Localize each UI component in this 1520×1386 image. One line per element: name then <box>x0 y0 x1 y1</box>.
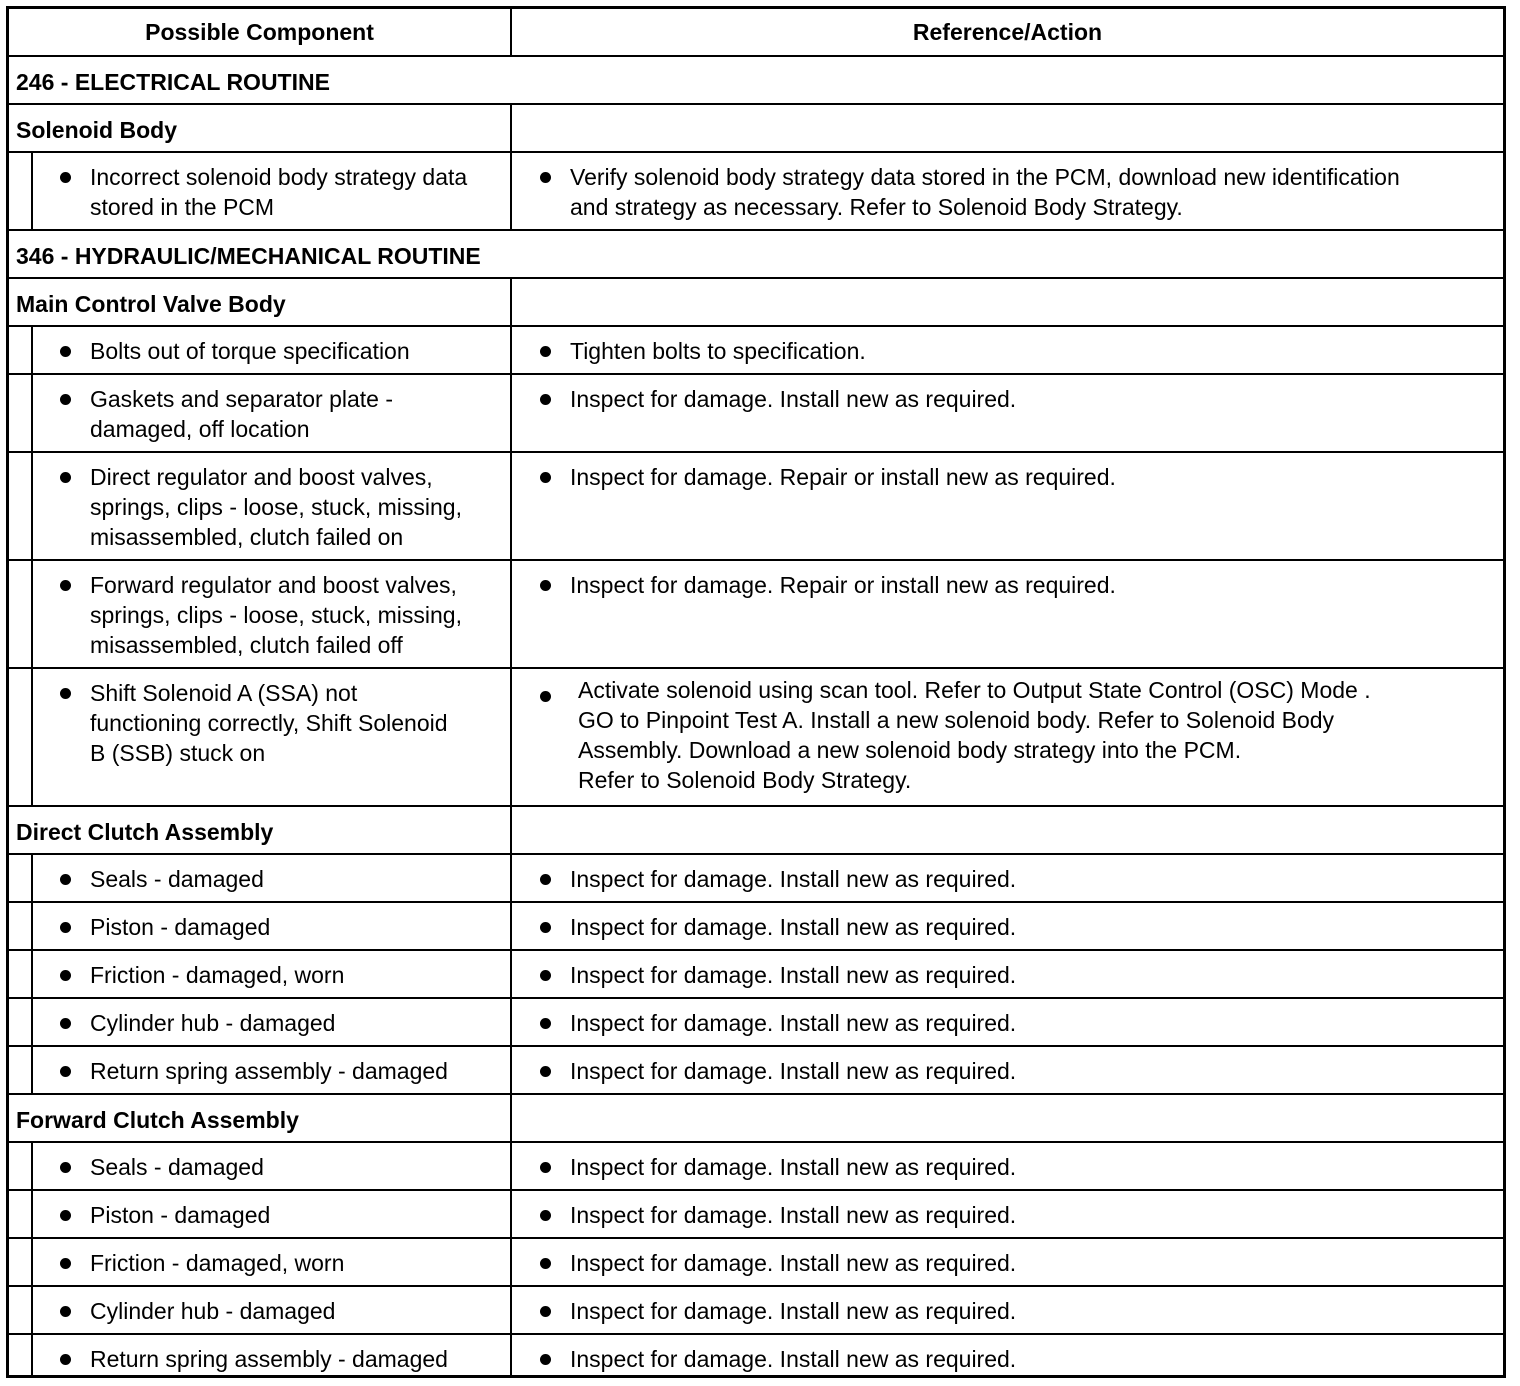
bullet-icon <box>540 1066 551 1077</box>
column-divider <box>510 999 512 1045</box>
indent-divider <box>31 561 33 667</box>
component-text: Friction - damaged, worn <box>90 962 345 988</box>
bullet-icon <box>60 688 71 699</box>
indent-divider <box>31 1335 33 1375</box>
table-header-row <box>9 9 1503 55</box>
action-text: Inspect for damage. Repair or install new as required. <box>570 464 1116 490</box>
diagnostic-table <box>6 6 1506 1378</box>
bullet-icon <box>60 1210 71 1221</box>
component-text: Bolts out of torque specification <box>90 338 410 364</box>
routine-title: 246 - ELECTRICAL ROUTINE <box>16 69 330 95</box>
indent-divider <box>31 327 33 373</box>
action-text: Inspect for damage. Install new as required. <box>570 386 1017 412</box>
bullet-icon <box>60 1066 71 1077</box>
action-text: Inspect for damage. Install new as required. <box>570 1250 1017 1276</box>
indent-divider <box>31 1239 33 1285</box>
column-divider <box>510 1287 512 1333</box>
component-text: Gaskets and separator plate - damaged, off location <box>90 386 393 442</box>
table-row <box>9 325 1503 373</box>
table-row <box>9 949 1503 997</box>
routine-row <box>9 55 1503 103</box>
bullet-icon <box>60 472 71 483</box>
group-title: Main Control Valve Body <box>16 291 286 317</box>
indent-divider <box>31 1287 33 1333</box>
bullet-icon <box>540 691 551 702</box>
bullet-icon <box>540 1306 551 1317</box>
table-row <box>9 1189 1503 1237</box>
bullet-icon <box>540 472 551 483</box>
table-row <box>9 901 1503 949</box>
bullet-icon <box>540 1162 551 1173</box>
indent-divider <box>31 903 33 949</box>
component-text: Direct regulator and boost valves, springs, clips - loose, stuck, missing, misassembled, clutch failed on <box>90 464 462 550</box>
column-divider <box>510 855 512 901</box>
bullet-icon <box>540 346 551 357</box>
table-row <box>9 559 1503 667</box>
column-divider <box>510 903 512 949</box>
action-text: Inspect for damage. Install new as required. <box>570 1010 1017 1036</box>
column-divider <box>510 951 512 997</box>
component-text: Friction - damaged, worn <box>90 1250 345 1276</box>
bullet-icon <box>60 394 71 405</box>
group-row <box>9 277 1503 325</box>
action-text: Activate solenoid using scan tool. Refer to Output State Control (OSC) Mode . GO to Pinpoint Test A. Install a new solenoid body. Refer to Solenoid Body Assembly. Download a new solenoid body strategy into the PCM. Refer to Solenoid Body Strategy. <box>578 677 1371 793</box>
bullet-icon <box>540 1018 551 1029</box>
column-divider <box>510 105 512 151</box>
action-text: Tighten bolts to specification. <box>570 338 866 364</box>
action-text: Verify solenoid body strategy data stored in the PCM, download new identification and strategy as necessary. Refer to Solenoid Body Strategy. <box>570 164 1400 220</box>
column-divider <box>510 279 512 325</box>
component-text: Shift Solenoid A (SSA) not functioning correctly, Shift Solenoid B (SSB) stuck on <box>90 680 448 766</box>
bullet-icon <box>540 1210 551 1221</box>
table-row <box>9 451 1503 559</box>
component-text: Seals - damaged <box>90 1154 264 1180</box>
bullet-icon <box>60 1018 71 1029</box>
indent-divider <box>31 453 33 559</box>
indent-divider <box>31 999 33 1045</box>
table-row <box>9 151 1503 229</box>
indent-divider <box>31 1191 33 1237</box>
column-divider <box>510 1191 512 1237</box>
action-text: Inspect for damage. Install new as required. <box>570 1202 1017 1228</box>
group-row <box>9 1093 1503 1141</box>
bullet-icon <box>60 922 71 933</box>
column-header-reference-action: Reference/Action <box>912 18 1103 45</box>
column-divider <box>510 1095 512 1141</box>
bullet-icon <box>540 172 551 183</box>
bullet-icon <box>60 1354 71 1365</box>
bullet-icon <box>60 1306 71 1317</box>
group-title: Forward Clutch Assembly <box>16 1107 299 1133</box>
column-divider <box>510 327 512 373</box>
bullet-icon <box>540 970 551 981</box>
column-divider <box>510 1239 512 1285</box>
routine-row <box>9 229 1503 277</box>
bullet-icon <box>60 1258 71 1269</box>
table-row <box>9 1333 1503 1375</box>
table-row <box>9 373 1503 451</box>
action-text: Inspect for damage. Install new as required. <box>570 962 1017 988</box>
indent-divider <box>31 375 33 451</box>
component-text: Piston - damaged <box>90 914 271 940</box>
action-text: Inspect for damage. Install new as required. <box>570 1154 1017 1180</box>
column-divider <box>510 807 512 853</box>
bullet-icon <box>540 1258 551 1269</box>
bullet-icon <box>60 346 71 357</box>
indent-divider <box>31 1047 33 1093</box>
indent-divider <box>31 951 33 997</box>
component-text: Cylinder hub - damaged <box>90 1298 336 1324</box>
action-text: Inspect for damage. Install new as required. <box>570 1298 1017 1324</box>
table-row <box>9 667 1503 805</box>
action-text: Inspect for damage. Install new as required. <box>570 914 1017 940</box>
table-row <box>9 1045 1503 1093</box>
group-row <box>9 805 1503 853</box>
action-text: Inspect for damage. Install new as required. <box>570 866 1017 892</box>
bullet-icon <box>540 394 551 405</box>
bullet-icon <box>60 172 71 183</box>
component-text: Incorrect solenoid body strategy data stored in the PCM <box>90 164 468 220</box>
group-title: Direct Clutch Assembly <box>16 819 274 845</box>
action-text: Inspect for damage. Install new as required. <box>570 1346 1017 1372</box>
indent-divider <box>31 153 33 229</box>
component-text: Seals - damaged <box>90 866 264 892</box>
bullet-icon <box>540 580 551 591</box>
column-divider <box>510 1143 512 1189</box>
indent-divider <box>31 855 33 901</box>
table-row <box>9 1237 1503 1285</box>
component-text: Return spring assembly - damaged <box>90 1058 448 1084</box>
table-row <box>9 1285 1503 1333</box>
column-divider <box>510 561 512 667</box>
component-text: Forward regulator and boost valves, springs, clips - loose, stuck, missing, misassembled, clutch failed off <box>90 572 462 658</box>
bullet-icon <box>60 970 71 981</box>
column-divider <box>510 669 512 805</box>
table-row <box>9 853 1503 901</box>
bullet-icon <box>60 580 71 591</box>
column-divider <box>510 153 512 229</box>
component-text: Cylinder hub - damaged <box>90 1010 336 1036</box>
table-row <box>9 997 1503 1045</box>
routine-title: 346 - HYDRAULIC/MECHANICAL ROUTINE <box>16 243 481 269</box>
component-text: Piston - damaged <box>90 1202 271 1228</box>
table-row <box>9 1141 1503 1189</box>
column-divider <box>510 1047 512 1093</box>
column-header-possible-component: Possible Component <box>145 18 374 45</box>
component-text: Return spring assembly - damaged <box>90 1346 448 1372</box>
indent-divider <box>31 669 33 805</box>
column-divider <box>510 453 512 559</box>
bullet-icon <box>540 922 551 933</box>
action-text: Inspect for damage. Repair or install new as required. <box>570 572 1116 598</box>
column-divider <box>510 375 512 451</box>
bullet-icon <box>540 874 551 885</box>
column-divider <box>510 1335 512 1375</box>
bullet-icon <box>60 1162 71 1173</box>
indent-divider <box>31 1143 33 1189</box>
bullet-icon <box>60 874 71 885</box>
action-text: Inspect for damage. Install new as required. <box>570 1058 1017 1084</box>
group-row <box>9 103 1503 151</box>
group-title: Solenoid Body <box>16 117 177 143</box>
bullet-icon <box>540 1354 551 1365</box>
